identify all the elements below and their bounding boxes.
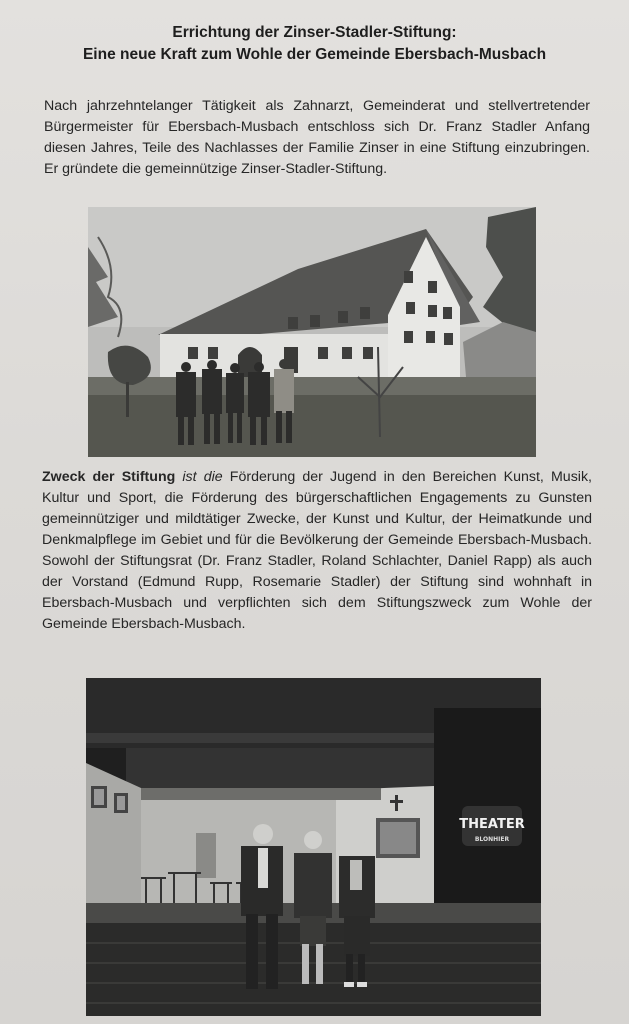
headline-line-2: Eine neue Kraft zum Wohle der Gemeinde Ebersbach-Musbach: [82, 46, 547, 63]
theater-sign-text: THEATER: [459, 817, 525, 832]
purpose-paragraph: [42, 467, 592, 635]
theater-sign-subtext: BLONHIER: [474, 836, 510, 843]
article-headline: [0, 22, 629, 66]
theater-stage-photo: [86, 678, 541, 1016]
purpose-lead-bold: Zweck der Stiftung: [42, 469, 176, 485]
headline-line-1: Errichtung der Zinser-Stadler-Stiftung:: [172, 24, 457, 41]
purpose-body: Förderung der Jugend in den Bereichen Kunst, Musik, Kultur und Sport, die Förderung des bürgerschaftlichen Engagements zu Gunsten gemeinnütziger und mildtätiger Zwecke, der Kunst und Kultur, der Heimatkunde und Denkmalpflege im Gebiet und für die Bevölkerung der Gemeinde Ebersbach-Musbach. Sowohl der Stiftungsrat (Dr. Franz Stadler, Roland Schlachter, Daniel Rapp) als auch der Vorstand (Edmund Rupp, Rosemarie Stadler) der Stiftung sind wohnhaft in Ebersbach-Musbach und verpflichten sich dem Stiftungszweck zum Wohle der Gemeinde Ebersbach-Musbach.: [42, 469, 592, 632]
farmhouse-photo: [88, 207, 536, 457]
intro-paragraph: Nach jahrzehntelanger Tätigkeit als Zahnarzt, Gemeinderat und stellvertretender Bürgermeister für Ebersbach-Musbach entschloss sich Dr. Franz Stadler Anfang diesen Jahres, Teile des Nachlasses der Familie Zinser in eine Stiftung einzubringen. Er gründete die gemeinnützige Zinser-Stadler-Stiftung.: [44, 98, 590, 177]
purpose-lead-italic: ist die: [175, 469, 223, 485]
